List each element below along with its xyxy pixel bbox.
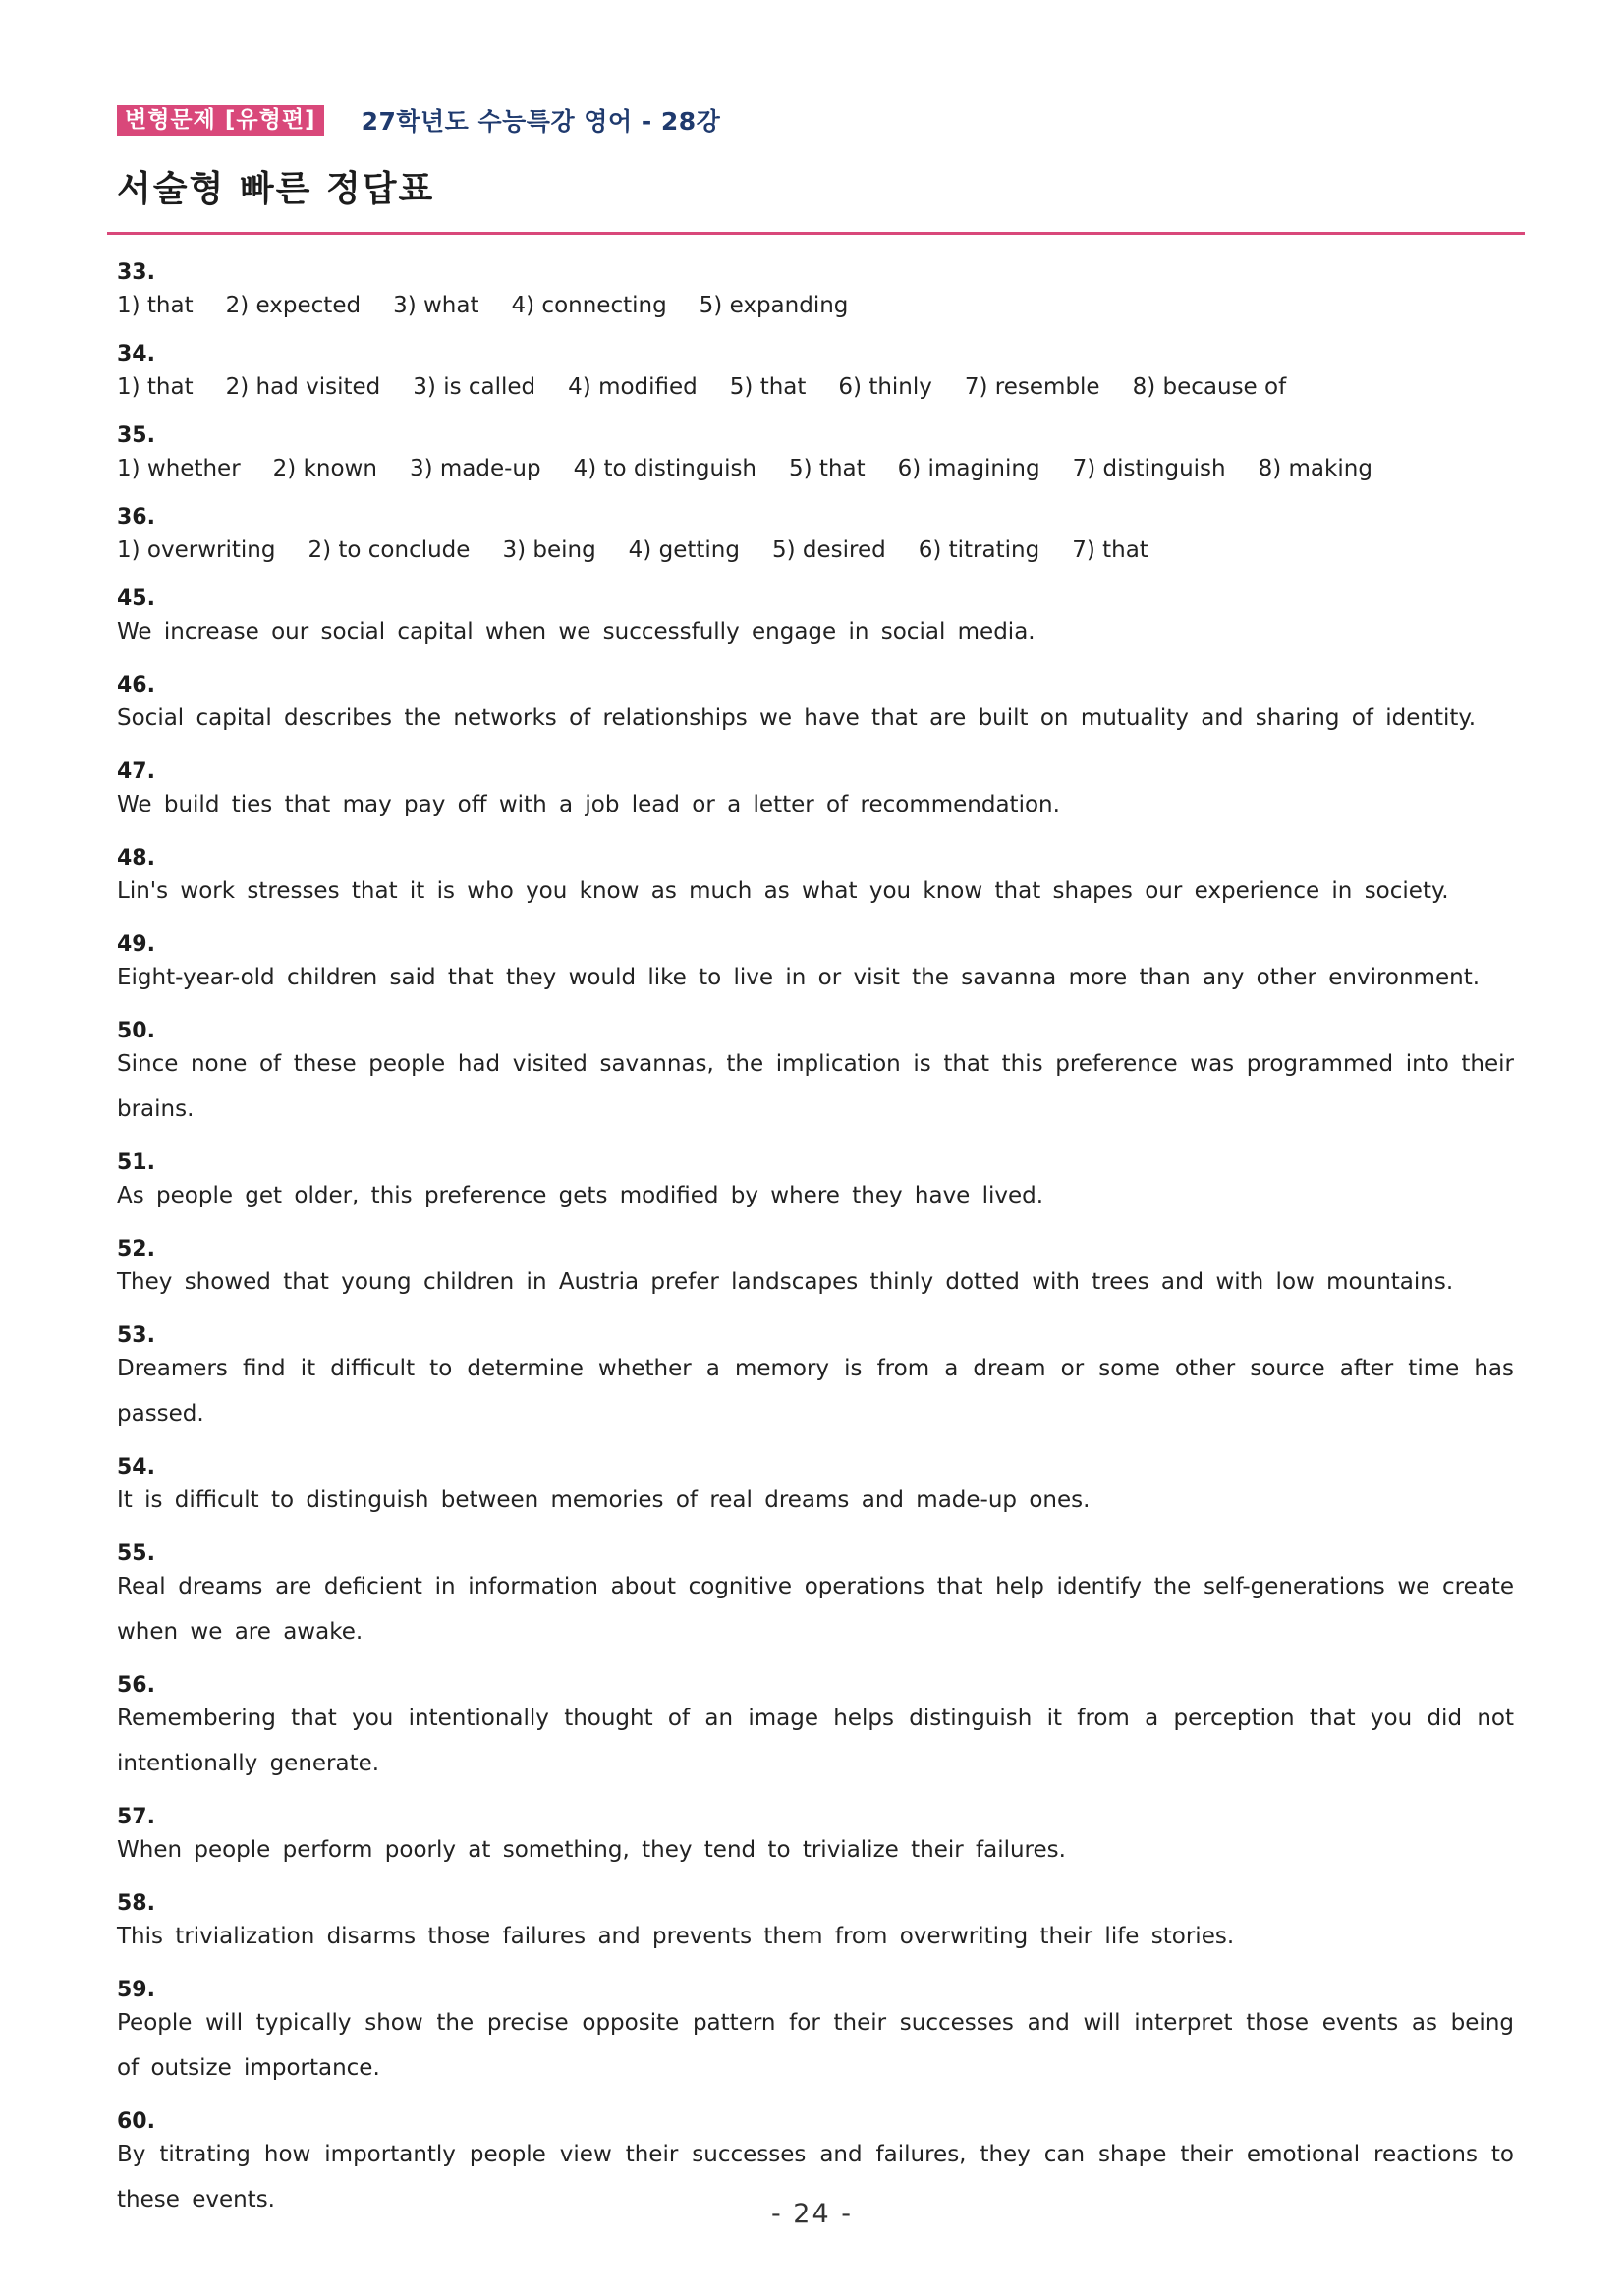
question-number: 34. [117, 342, 155, 366]
question-number: 53. [117, 1323, 155, 1348]
question-number: 52. [117, 1237, 155, 1261]
question-number: 57. [117, 1805, 155, 1829]
answer-item [117, 671, 1514, 741]
answer-item [117, 1321, 1514, 1436]
choice-answer: 4) getting [628, 537, 740, 563]
answer-item [117, 1803, 1514, 1873]
answer-item [117, 757, 1514, 827]
page-number: - 24 - [770, 2199, 853, 2229]
answer-sentence: By titrating how importantly people view their successes and failures, they can shape their emotional reactions to these events. [117, 2142, 1514, 2212]
answer-item [117, 503, 1514, 568]
choice-answer: 1) whether [117, 456, 241, 481]
answer-item [117, 930, 1514, 1000]
answer-sentence: Dreamers find it difficult to determine whether a memory is from a dream or some other source after time has passed. [117, 1356, 1514, 1427]
answer-sentence: As people get older, this preference gets modified by where they have lived. [117, 1183, 1044, 1208]
choice-answer: 6) imagining [897, 456, 1040, 481]
sentence-answer-section [117, 585, 1514, 2222]
choice-answer: 5) expanding [699, 293, 849, 318]
category-badge: 변형문제 [유형편] [117, 105, 324, 136]
answer-sentence: It is difficult to distinguish between memories of real dreams and made-up ones. [117, 1487, 1091, 1513]
title-divider [107, 232, 1525, 235]
answer-list [117, 258, 1514, 2222]
choice-answer: 1) overwriting [117, 537, 276, 563]
answer-item [117, 1235, 1514, 1305]
answer-item [117, 844, 1514, 914]
answer-item [117, 1889, 1514, 1959]
choice-answer: 1) that [117, 293, 194, 318]
choice-answer: 5) that [729, 374, 807, 400]
answer-item [117, 258, 1514, 323]
answer-item [117, 1148, 1514, 1218]
question-number: 54. [117, 1455, 155, 1480]
choice-answer: 7) resemble [964, 374, 1100, 400]
question-number: 50. [117, 1019, 155, 1043]
choice-answer: 8) because of [1132, 374, 1287, 400]
choice-answer: 6) titrating [918, 537, 1040, 563]
answer-item [117, 340, 1514, 405]
answer-item [117, 1671, 1514, 1786]
answer-sentence: Lin's work stresses that it is who you know as much as what you know that shapes our experience in society. [117, 878, 1449, 904]
choice-answer: 3) made-up [409, 456, 541, 481]
choice-answer: 2) known [272, 456, 377, 481]
answer-sentence: This trivialization disarms those failures and prevents them from overwriting their life stories. [117, 1924, 1235, 1949]
answer-sentence: We increase our social capital when we successfully engage in social media. [117, 619, 1036, 644]
answer-sentence: Remembering that you intentionally thought of an image helps distinguish it from a perception that you did not intentionally generate. [117, 1706, 1514, 1776]
question-number: 45. [117, 587, 155, 611]
document-header [117, 102, 720, 138]
answer-sentence: Real dreams are deficient in information about cognitive operations that help identify the self-generations we create when we are awake. [117, 1574, 1514, 1645]
choice-answer-section [117, 258, 1514, 568]
answer-item [117, 585, 1514, 654]
choice-answer: 3) being [502, 537, 596, 563]
question-number: 36. [117, 505, 155, 530]
choice-row [117, 369, 1514, 405]
question-number: 58. [117, 1891, 155, 1916]
question-number: 47. [117, 759, 155, 784]
answer-sentence: When people perform poorly at something, they tend to trivialize their failures. [117, 1837, 1066, 1863]
choice-row [117, 288, 1514, 323]
answer-item [117, 1540, 1514, 1654]
document-subtitle: 27학년도 수능특강 영어 - 28강 [361, 107, 721, 136]
choice-answer: 3) what [393, 293, 479, 318]
answer-sentence: Since none of these people had visited savannas, the implication is that this preference was programmed into their brains. [117, 1051, 1514, 1122]
choice-answer: 6) thinly [838, 374, 932, 400]
question-number: 55. [117, 1541, 155, 1566]
answer-sentence: They showed that young children in Austria prefer landscapes thinly dotted with trees and with low mountains. [117, 1269, 1454, 1295]
choice-answer: 7) that [1072, 537, 1148, 563]
answer-sentence: People will typically show the precise opposite pattern for their successes and will interpret those events as being of outsize importance. [117, 2010, 1514, 2081]
question-number: 46. [117, 673, 155, 698]
answer-item [117, 1453, 1514, 1523]
question-number: 59. [117, 1978, 155, 2002]
question-number: 33. [117, 260, 155, 285]
choice-answer: 1) that [117, 374, 194, 400]
question-number: 51. [117, 1150, 155, 1175]
question-number: 35. [117, 423, 155, 448]
choice-row [117, 451, 1514, 486]
choice-answer: 4) connecting [511, 293, 667, 318]
choice-answer: 4) modified [568, 374, 698, 400]
question-number: 49. [117, 932, 155, 957]
choice-answer: 3) is called [413, 374, 536, 400]
page-title: 서술형 빠른 정답표 [117, 169, 435, 209]
choice-answer: 5) that [789, 456, 866, 481]
question-number: 56. [117, 1673, 155, 1698]
choice-answer: 4) to distinguish [573, 456, 757, 481]
answer-sentence: Eight-year-old children said that they would like to live in or visit the savanna more than any other environment. [117, 965, 1481, 990]
choice-row [117, 532, 1514, 568]
question-number: 48. [117, 846, 155, 870]
answer-item [117, 1017, 1514, 1132]
choice-answer: 2) to conclude [308, 537, 471, 563]
choice-answer: 2) expected [225, 293, 362, 318]
choice-answer: 8) making [1258, 456, 1372, 481]
choice-answer: 7) distinguish [1072, 456, 1226, 481]
answer-item [117, 1976, 1514, 2091]
answer-item [117, 421, 1514, 486]
question-number: 60. [117, 2109, 155, 2134]
answer-sentence: We build ties that may pay off with a job lead or a letter of recommendation. [117, 792, 1060, 817]
answer-sentence: Social capital describes the networks of relationships we have that are built on mutuality and sharing of identity. [117, 705, 1477, 731]
choice-answer: 2) had visited [225, 374, 381, 400]
choice-answer: 5) desired [771, 537, 886, 563]
